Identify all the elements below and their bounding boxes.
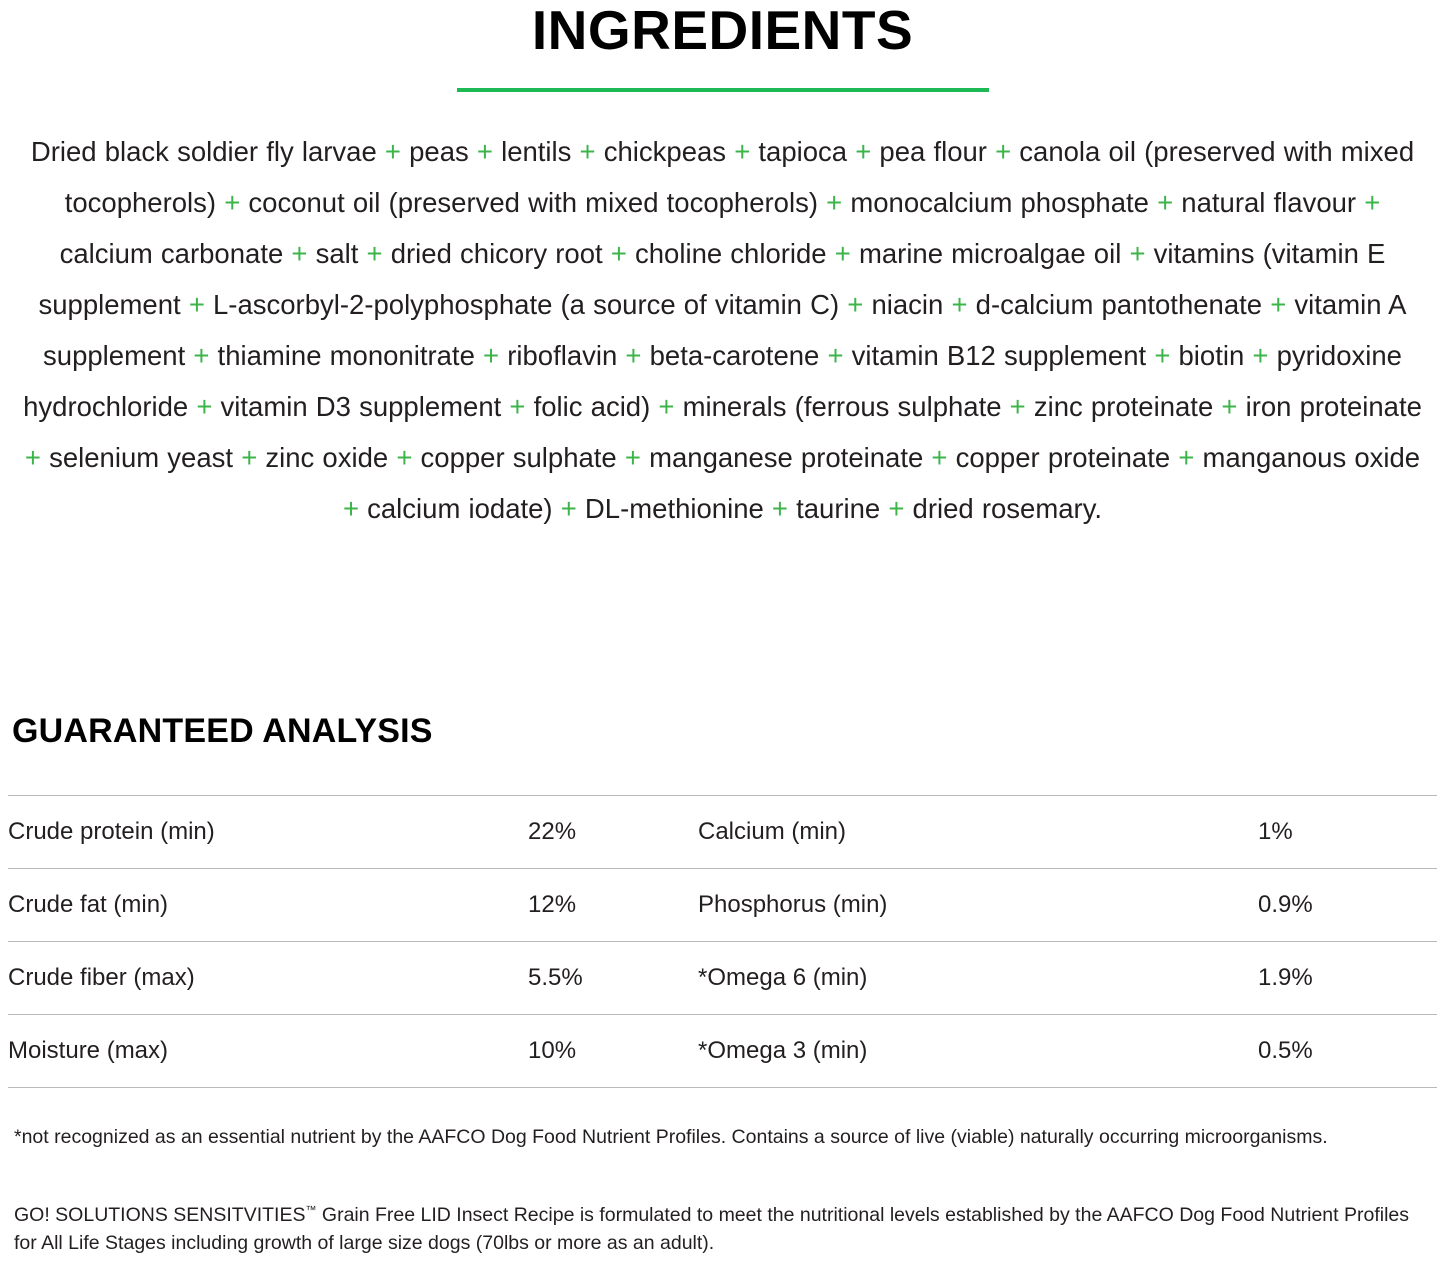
ingredient-separator: + [188, 288, 205, 320]
nutrient-value-left: 12% [528, 868, 698, 941]
ingredient-separator: + [579, 135, 596, 167]
nutrient-value-left: 5.5% [528, 941, 698, 1014]
ingredient-separator: + [834, 237, 851, 269]
guaranteed-analysis-section [8, 712, 1437, 1258]
ingredient-separator: + [826, 186, 843, 218]
ingredient-separator: + [342, 492, 359, 524]
ingredient-separator: + [1129, 237, 1146, 269]
ingredient-separator: + [509, 390, 526, 422]
ingredient-separator: + [625, 339, 642, 371]
nutrient-value-right: 1.9% [1258, 941, 1437, 1014]
ingredient-separator: + [624, 441, 641, 473]
ingredient-separator: + [827, 339, 844, 371]
ingredient-separator: + [931, 441, 948, 473]
ingredient-separator: + [771, 492, 788, 524]
ingredient-separator: + [855, 135, 872, 167]
nutrient-value-left: 10% [528, 1014, 698, 1087]
ingredient-separator: + [476, 135, 493, 167]
ingredient-separator: + [847, 288, 864, 320]
ingredient-separator: + [1009, 390, 1026, 422]
ingredient-separator: + [1154, 339, 1171, 371]
ingredient-separator: + [888, 492, 905, 524]
ingredient-separator: + [1221, 390, 1238, 422]
ingredient-separator: + [610, 237, 627, 269]
nutrient-label-left: Crude fiber (max) [8, 941, 528, 1014]
green-divider [457, 88, 989, 92]
ingredient-separator: + [1270, 288, 1287, 320]
ingredient-separator: + [366, 237, 383, 269]
ingredient-separator: + [658, 390, 675, 422]
nutrient-label-left: Crude protein (min) [8, 795, 528, 868]
ingredient-separator: + [24, 441, 41, 473]
ingredient-separator: + [241, 441, 258, 473]
heading-divider-wrap [8, 88, 1437, 92]
table-row [8, 868, 1437, 941]
ingredient-separator: + [291, 237, 308, 269]
nutrient-value-right: 1% [1258, 795, 1437, 868]
ingredients-heading: INGREDIENTS [531, 0, 914, 61]
ingredient-separator: + [196, 390, 213, 422]
ingredient-separator: + [1252, 339, 1269, 371]
ingredient-separator: + [1364, 186, 1381, 218]
nutrient-label-right: *Omega 3 (min) [698, 1014, 1258, 1087]
ingredient-separator: + [384, 135, 401, 167]
table-row [8, 1014, 1437, 1087]
nutrient-label-right: Phosphorus (min) [698, 868, 1258, 941]
nutrient-label-left: Moisture (max) [8, 1014, 528, 1087]
table-row [8, 795, 1437, 868]
table-row [8, 941, 1437, 1014]
ingredient-separator: + [396, 441, 413, 473]
ingredient-separator: + [734, 135, 751, 167]
nutrient-label-right: *Omega 6 (min) [698, 941, 1258, 1014]
guaranteed-analysis-footnote: *not recognized as an essential nutrient by the AAFCO Dog Food Nutrient Profiles. Contains a source of live (viable) naturally occurring microorganisms. [14, 1125, 1328, 1148]
guaranteed-analysis-table [8, 795, 1437, 1088]
nutrient-value-right: 0.9% [1258, 868, 1437, 941]
aafco-legal-statement: GO! SOLUTIONS SENSITVITIES™ Grain Free LID Insect Recipe is formulated to meet the nutritional levels established by the AAFCO Dog Food Nutrient Profiles for All Life Stages including growth of large size dogs (70lbs or more as an adult). [14, 1204, 1409, 1255]
ingredient-separator: + [483, 339, 500, 371]
ingredient-separator: + [951, 288, 968, 320]
ingredient-separator: + [224, 186, 241, 218]
ingredient-separator: + [193, 339, 210, 371]
ingredients-text: Dried black soldier fly larvae + peas + lentils + chickpeas + tapioca + pea flour + canola oil (preserved with mixed tocopherols) + coconut oil (preserved with mixed tocopherols) + monocalcium phosphate + natural flavour + calcium carbonate + salt + dried chicory root + choline chloride + marine microalgae oil + vitamins (vitamin E supplement + L-ascorbyl-2-polyphosphate (a source of vitamin C) + niacin + d-calcium pantothenate + vitamin A supplement + thiamine mononitrate + riboflavin + beta-carotene + vitamin B12 supplement + biotin + pyridoxine hydrochloride + vitamin D3 supplement + folic acid) + minerals (ferrous sulphate + zinc proteinate + iron proteinate + selenium yeast + zinc oxide + copper sulphate + manganese proteinate + copper proteinate + manganous oxide + calcium iodate) + DL-methionine + taurine + dried rosemary. [23, 135, 1422, 524]
ingredient-separator: + [560, 492, 577, 524]
ingredient-separator: + [995, 135, 1012, 167]
ingredient-separator: + [1178, 441, 1195, 473]
nutrient-label-right: Calcium (min) [698, 795, 1258, 868]
nutrient-value-right: 0.5% [1258, 1014, 1437, 1087]
nutrient-label-left: Crude fat (min) [8, 868, 528, 941]
ingredient-separator: + [1157, 186, 1174, 218]
guaranteed-analysis-heading: GUARANTEED ANALYSIS [12, 711, 433, 750]
trademark-symbol: ™ [305, 1204, 317, 1217]
nutrient-value-left: 22% [528, 795, 698, 868]
